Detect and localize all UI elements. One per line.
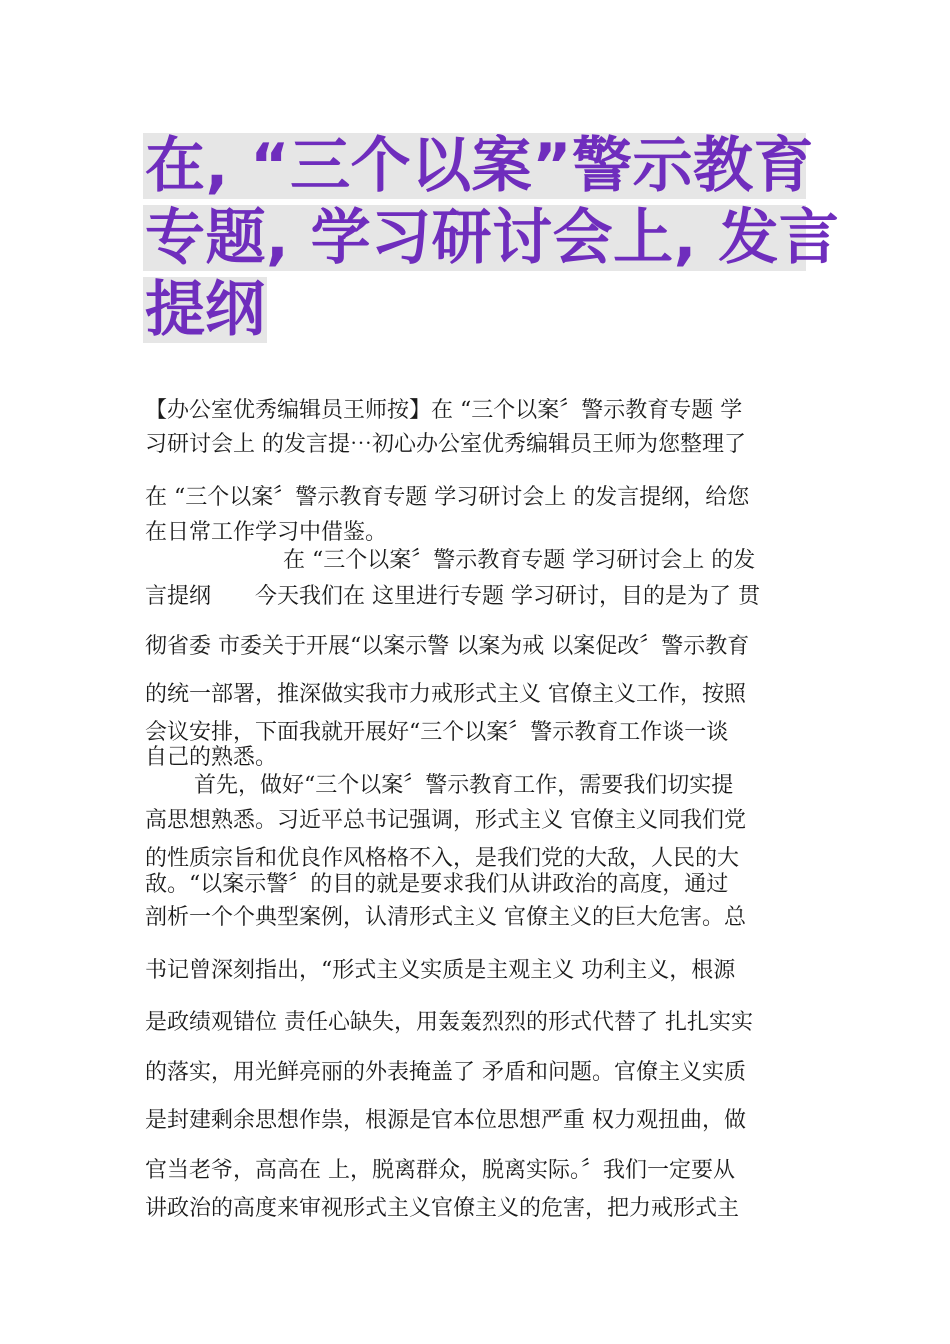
body-line: 首先，做好“三个以案〞警示教育工作，需要我们切实提 — [194, 773, 734, 798]
body-line: 自己的熟悉。 — [145, 745, 278, 770]
body-line: 习研讨会上 的发言提⋯初心办公室优秀编辑员王师为您整理了 — [145, 432, 746, 457]
title-line-2: 专题, 学习研讨会上, 发言 — [145, 203, 840, 273]
body-line: 敌。“以案示警〞的目的就是要求我们从讲政治的高度，通过 — [145, 872, 729, 897]
body-line: 高思想熟悉。习近平总书记强调，形式主义 官僚主义同我们党 — [145, 808, 746, 833]
body-line: 是政绩观错位 责任心缺失，用轰轰烈烈的形式代替了 扎扎实实 — [145, 1010, 753, 1035]
body-line: 的性质宗旨和优良作风格格不入，是我们党的大敌，人民的大 — [145, 846, 740, 871]
body-line: 言提纲 今天我们在 这里进行专题 学习研讨，目的是为了 贯 — [145, 584, 760, 609]
body-line: 书记曾深刻指出，“形式主义实质是主观主义 功利主义，根源 — [145, 958, 736, 983]
title-line-3: 提纲 — [145, 275, 265, 345]
body-line: 是封建剩余思想作祟，根源是官本位思想严重 权力观扭曲，做 — [145, 1108, 746, 1133]
body-line: 讲政治的高度来审视形式主义官僚主义的危害，把力戒形式主 — [145, 1196, 740, 1221]
title-line-1: 在, “三个以案”警示教育 — [145, 131, 815, 201]
body-line: 官当老爷，高高在 上，脱离群众，脱离实际。〞我们一定要从 — [145, 1158, 735, 1183]
body-line: 在日常工作学习中借鉴。 — [145, 520, 388, 545]
body-line: 会议安排，下面我就开展好“三个以案〞警示教育工作谈一谈 — [145, 720, 729, 745]
body-line: 彻省委 市委关于开展“以案示警 以案为戒 以案促改〞警示教育 — [145, 634, 750, 659]
body-line: 【办公室优秀编辑员王师按】在 “三个以案〞警示教育专题 学 — [145, 398, 743, 423]
body-line: 的统一部署，推深做实我市力戒形式主义 官僚主义工作，按照 — [145, 682, 746, 707]
body-line: 的落实，用光鲜亮丽的外表掩盖了 矛盾和问题。官僚主义实质 — [145, 1060, 746, 1085]
body-line: 剖析一个个典型案例，认清形式主义 官僚主义的巨大危害。总 — [145, 905, 746, 930]
body-line: 在 “三个以案〞警示教育专题 学习研讨会上 的发言提纲，给您 — [145, 485, 750, 510]
body-line: 在 “三个以案〞警示教育专题 学习研讨会上 的发 — [283, 548, 756, 573]
